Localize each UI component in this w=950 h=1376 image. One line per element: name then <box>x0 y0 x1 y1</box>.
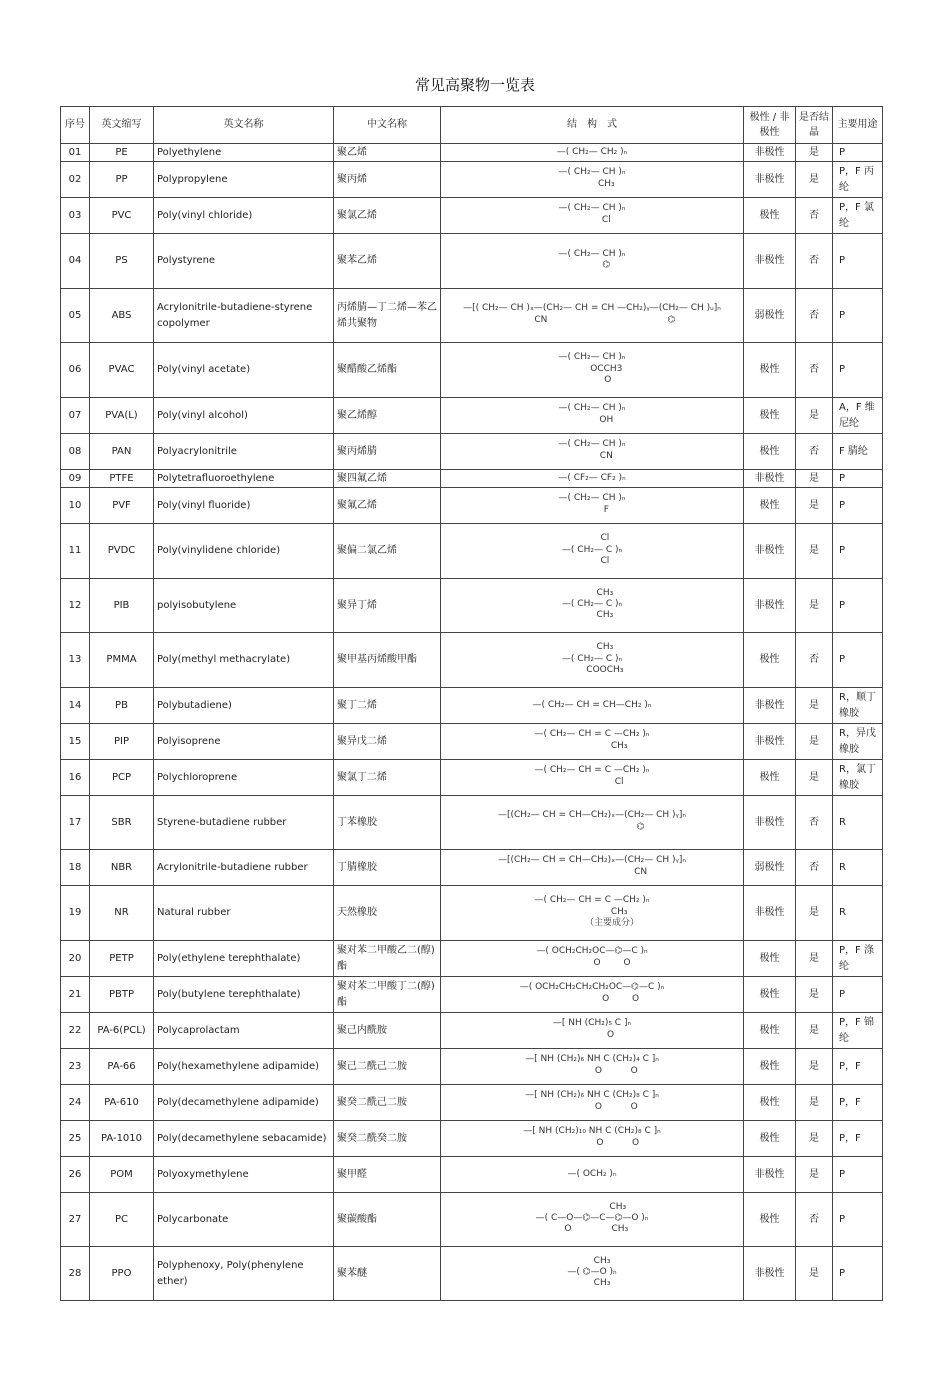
row-abbr: PS <box>90 234 154 289</box>
table-row <box>61 579 883 633</box>
structure-formula: —( OCH₂CH₂OC—⌬—C )ₙ O O <box>536 946 648 968</box>
table-row <box>61 398 883 434</box>
row-structure <box>441 398 744 434</box>
row-structure <box>441 850 744 886</box>
row-en-name: polyisobutylene <box>154 579 334 633</box>
table-row <box>61 144 883 162</box>
row-no: 05 <box>61 289 90 343</box>
row-crystal: 是 <box>796 941 833 977</box>
row-no: 28 <box>61 1247 90 1301</box>
row-zh-name: 聚己内酰胺 <box>334 1013 441 1049</box>
row-zh-name: 聚对苯二甲酸丁二(醇)酯 <box>334 977 441 1013</box>
row-en-name: Polystyrene <box>154 234 334 289</box>
table-row <box>61 850 883 886</box>
row-polarity: 极性 <box>744 1013 796 1049</box>
structure-formula: Cl —( CH₂— C )ₙ Cl <box>561 533 623 566</box>
row-use: P，F <box>833 1121 883 1157</box>
row-use: P，F <box>833 1085 883 1121</box>
row-zh-name: 聚丁二烯 <box>334 688 441 724</box>
row-crystal: 否 <box>796 633 833 688</box>
row-zh-name: 天然橡胶 <box>334 886 441 941</box>
row-polarity: 非极性 <box>744 470 796 488</box>
row-zh-name: 聚乙烯 <box>334 144 441 162</box>
row-use: P <box>833 234 883 289</box>
row-abbr: PIP <box>90 724 154 760</box>
header-row <box>61 107 883 144</box>
row-structure <box>441 1013 744 1049</box>
row-no: 07 <box>61 398 90 434</box>
row-en-name: Poly(vinyl chloride) <box>154 198 334 234</box>
row-polarity: 非极性 <box>744 1157 796 1193</box>
table-row <box>61 524 883 579</box>
row-use: P，F <box>833 1049 883 1085</box>
row-structure <box>441 688 744 724</box>
row-structure <box>441 977 744 1013</box>
row-structure <box>441 796 744 850</box>
row-abbr: POM <box>90 1157 154 1193</box>
row-no: 21 <box>61 977 90 1013</box>
row-polarity: 极性 <box>744 198 796 234</box>
row-use: P <box>833 289 883 343</box>
row-crystal: 否 <box>796 1193 833 1247</box>
table-row <box>61 1193 883 1247</box>
row-en-name: Poly(ethylene terephthalate) <box>154 941 334 977</box>
structure-formula: —[(CH₂— CH = CH—CH₂)ₓ—(CH₂— CH )ᵧ]ₙ ⌬ <box>498 810 686 832</box>
row-structure <box>441 724 744 760</box>
structure-formula: —[ NH (CH₂)₆ NH C (CH₂)₄ C ]ₙ O O <box>525 1054 659 1076</box>
row-structure <box>441 289 744 343</box>
row-crystal: 是 <box>796 470 833 488</box>
structure-formula: —( CH₂— CH = C —CH₂ )ₙ Cl <box>534 765 650 787</box>
row-no: 26 <box>61 1157 90 1193</box>
row-crystal: 是 <box>796 398 833 434</box>
polymer-table <box>60 106 883 1301</box>
row-structure <box>441 434 744 470</box>
row-use: P <box>833 1247 883 1301</box>
table-row <box>61 1247 883 1301</box>
structure-formula: CH₃ —( CH₂— C )ₙ COOCH₃ <box>561 642 624 675</box>
row-crystal: 是 <box>796 724 833 760</box>
row-en-name: Acrylonitrile-butadiene rubber <box>154 850 334 886</box>
structure-formula: —[( CH₂— CH )ₓ—(CH₂— CH = CH —CH₂)ᵧ—(CH₂— CH )ᵤ]ₙ CN ⌬ <box>463 303 721 325</box>
row-crystal: 是 <box>796 760 833 796</box>
row-abbr: PVDC <box>90 524 154 579</box>
header-no: 序号 <box>61 107 90 144</box>
row-use: R <box>833 850 883 886</box>
row-crystal: 是 <box>796 1085 833 1121</box>
row-zh-name: 聚四氟乙烯 <box>334 470 441 488</box>
table-row <box>61 886 883 941</box>
row-crystal: 是 <box>796 1049 833 1085</box>
row-structure <box>441 144 744 162</box>
row-no: 08 <box>61 434 90 470</box>
row-no: 04 <box>61 234 90 289</box>
row-polarity: 非极性 <box>744 234 796 289</box>
row-no: 24 <box>61 1085 90 1121</box>
row-abbr: PA-66 <box>90 1049 154 1085</box>
row-polarity: 非极性 <box>744 796 796 850</box>
structure-formula: —( CH₂— CH = CH—CH₂ )ₙ <box>532 699 652 710</box>
row-polarity: 非极性 <box>744 724 796 760</box>
row-structure <box>441 886 744 941</box>
row-zh-name: 聚甲醛 <box>334 1157 441 1193</box>
row-zh-name: 聚丙烯 <box>334 162 441 198</box>
row-use: P <box>833 343 883 398</box>
row-zh-name: 聚苯乙烯 <box>334 234 441 289</box>
row-use: R，氯丁橡胶 <box>833 760 883 796</box>
page-title: 常见高聚物一览表 <box>414 76 535 94</box>
row-structure <box>441 343 744 398</box>
row-structure <box>441 1049 744 1085</box>
row-abbr: PA-610 <box>90 1085 154 1121</box>
row-en-name: Polychloroprene <box>154 760 334 796</box>
row-polarity: 非极性 <box>744 162 796 198</box>
row-no: 19 <box>61 886 90 941</box>
row-use: R <box>833 796 883 850</box>
table-row <box>61 724 883 760</box>
row-en-name: Polycarbonate <box>154 1193 334 1247</box>
row-crystal: 是 <box>796 886 833 941</box>
row-structure <box>441 234 744 289</box>
row-en-name: Poly(vinyl fluoride) <box>154 488 334 524</box>
row-en-name: Polyphenoxy, Poly(phenylene ether) <box>154 1247 334 1301</box>
table-row <box>61 633 883 688</box>
row-zh-name: 聚癸二酰己二胺 <box>334 1085 441 1121</box>
table-row <box>61 796 883 850</box>
row-zh-name: 聚氟乙烯 <box>334 488 441 524</box>
row-structure <box>441 198 744 234</box>
row-no: 01 <box>61 144 90 162</box>
row-polarity: 极性 <box>744 977 796 1013</box>
row-zh-name: 丁苯橡胶 <box>334 796 441 850</box>
structure-formula: —( CH₂— CH₂ )ₙ <box>556 146 628 157</box>
table-row <box>61 289 883 343</box>
table-row <box>61 434 883 470</box>
row-abbr: PAN <box>90 434 154 470</box>
row-no: 02 <box>61 162 90 198</box>
structure-formula: —( CH₂— CH )ₙ Cl <box>558 203 626 225</box>
row-use: P <box>833 1193 883 1247</box>
row-en-name: Poly(butylene terephthalate) <box>154 977 334 1013</box>
row-use: P <box>833 977 883 1013</box>
row-use: P <box>833 488 883 524</box>
row-polarity: 弱极性 <box>744 289 796 343</box>
row-abbr: PIB <box>90 579 154 633</box>
structure-formula: —( OCH₂ )ₙ <box>567 1168 617 1179</box>
row-en-name: Poly(methyl methacrylate) <box>154 633 334 688</box>
row-polarity: 极性 <box>744 1193 796 1247</box>
row-abbr: ABS <box>90 289 154 343</box>
row-structure <box>441 1085 744 1121</box>
row-no: 11 <box>61 524 90 579</box>
row-structure <box>441 760 744 796</box>
table-row <box>61 1085 883 1121</box>
row-en-name: Polybutadiene) <box>154 688 334 724</box>
header-structure: 结 构 式 <box>441 107 744 144</box>
structure-formula: —( CH₂— CH )ₙ CN <box>558 439 626 461</box>
row-no: 23 <box>61 1049 90 1085</box>
row-use: P <box>833 144 883 162</box>
row-zh-name: 聚碳酸酯 <box>334 1193 441 1247</box>
row-zh-name: 聚甲基丙烯酸甲酯 <box>334 633 441 688</box>
row-en-name: Polypropylene <box>154 162 334 198</box>
row-crystal: 是 <box>796 1121 833 1157</box>
table-row <box>61 470 883 488</box>
row-no: 13 <box>61 633 90 688</box>
row-abbr: PMMA <box>90 633 154 688</box>
row-no: 16 <box>61 760 90 796</box>
row-zh-name: 丁腈橡胶 <box>334 850 441 886</box>
row-crystal: 是 <box>796 1157 833 1193</box>
row-crystal: 否 <box>796 850 833 886</box>
structure-formula: —( CH₂— CH )ₙ ⌬ <box>558 248 626 271</box>
row-en-name: Polyisoprene <box>154 724 334 760</box>
table-row <box>61 760 883 796</box>
row-use: R，顺丁橡胶 <box>833 688 883 724</box>
row-no: 15 <box>61 724 90 760</box>
row-no: 06 <box>61 343 90 398</box>
row-zh-name: 聚癸二酰癸二胺 <box>334 1121 441 1157</box>
row-structure <box>441 1247 744 1301</box>
structure-formula: —[ NH (CH₂)₁₀ NH C (CH₂)₈ C ]ₙ O O <box>523 1126 661 1148</box>
row-crystal: 是 <box>796 977 833 1013</box>
row-en-name: Poly(vinyl acetate) <box>154 343 334 398</box>
table-row <box>61 198 883 234</box>
row-no: 14 <box>61 688 90 724</box>
table-row <box>61 1157 883 1193</box>
table-row <box>61 688 883 724</box>
row-crystal: 是 <box>796 1013 833 1049</box>
row-polarity: 非极性 <box>744 579 796 633</box>
table-row <box>61 977 883 1013</box>
row-no: 20 <box>61 941 90 977</box>
row-polarity: 极性 <box>744 488 796 524</box>
row-abbr: PA-1010 <box>90 1121 154 1157</box>
table-row <box>61 1121 883 1157</box>
table-row <box>61 343 883 398</box>
header-use: 主要用途 <box>833 107 883 144</box>
row-polarity: 极性 <box>744 398 796 434</box>
row-no: 10 <box>61 488 90 524</box>
row-en-name: Polyoxymethylene <box>154 1157 334 1193</box>
row-abbr: NR <box>90 886 154 941</box>
structure-formula: —[ NH (CH₂)₆ NH C (CH₂)₈ C ]ₙ O O <box>525 1090 659 1112</box>
structure-formula: —( CH₂— CH )ₙ OH <box>558 403 626 425</box>
row-abbr: PVAC <box>90 343 154 398</box>
row-zh-name: 聚氯丁二烯 <box>334 760 441 796</box>
row-use: R <box>833 886 883 941</box>
header-polarity: 极性 / 非极性 <box>744 107 796 144</box>
row-abbr: PC <box>90 1193 154 1247</box>
row-abbr: PPO <box>90 1247 154 1301</box>
row-abbr: PETP <box>90 941 154 977</box>
structure-formula: CH₃ —( ⌬—O )ₙ CH₃ <box>567 1255 617 1289</box>
row-no: 25 <box>61 1121 90 1157</box>
table-row <box>61 941 883 977</box>
row-structure <box>441 162 744 198</box>
row-crystal: 是 <box>796 1247 833 1301</box>
row-abbr: PVC <box>90 198 154 234</box>
row-en-name: Polycaprolactam <box>154 1013 334 1049</box>
row-zh-name: 聚异丁烯 <box>334 579 441 633</box>
row-use: P <box>833 633 883 688</box>
structure-formula: —[(CH₂— CH = CH—CH₂)ₓ—(CH₂— CH )ᵧ]ₙ CN <box>498 855 686 877</box>
row-crystal: 否 <box>796 796 833 850</box>
row-zh-name: 聚氯乙烯 <box>334 198 441 234</box>
row-abbr: PCP <box>90 760 154 796</box>
row-zh-name: 聚乙烯醇 <box>334 398 441 434</box>
row-crystal: 是 <box>796 579 833 633</box>
structure-formula: —( CH₂— CH = C —CH₂ )ₙ CH₃ <box>534 729 650 751</box>
header-en-name: 英文名称 <box>154 107 334 144</box>
row-use: P，F 涤纶 <box>833 941 883 977</box>
row-use: P，F 氯纶 <box>833 198 883 234</box>
row-en-name: Poly(hexamethylene adipamide) <box>154 1049 334 1085</box>
structure-formula: —[ NH (CH₂)₅ C ]ₙ O <box>552 1018 632 1040</box>
row-polarity: 极性 <box>744 760 796 796</box>
row-polarity: 极性 <box>744 633 796 688</box>
row-structure <box>441 524 744 579</box>
row-use: A，F 维尼纶 <box>833 398 883 434</box>
row-use: P <box>833 1157 883 1193</box>
row-structure <box>441 1121 744 1157</box>
row-zh-name: 聚己二酰己二胺 <box>334 1049 441 1085</box>
structure-formula: —( CH₂— CH )ₙ OCCH3 O <box>558 352 626 385</box>
row-zh-name: 聚偏二氯乙烯 <box>334 524 441 579</box>
row-structure <box>441 941 744 977</box>
row-crystal: 是 <box>796 688 833 724</box>
row-zh-name: 聚醋酸乙烯酯 <box>334 343 441 398</box>
row-abbr: PP <box>90 162 154 198</box>
row-no: 27 <box>61 1193 90 1247</box>
row-en-name: Polyacrylonitrile <box>154 434 334 470</box>
row-polarity: 极性 <box>744 1049 796 1085</box>
row-no: 18 <box>61 850 90 886</box>
row-use: P，F 锦纶 <box>833 1013 883 1049</box>
row-use: P <box>833 470 883 488</box>
row-use: P，F 丙纶 <box>833 162 883 198</box>
row-polarity: 弱极性 <box>744 850 796 886</box>
row-polarity: 极性 <box>744 1121 796 1157</box>
structure-formula: —( CH₂— CH )ₙ CH₃ <box>558 167 626 189</box>
header-abbr: 英文缩写 <box>90 107 154 144</box>
row-structure <box>441 633 744 688</box>
row-crystal: 是 <box>796 488 833 524</box>
row-structure <box>441 1193 744 1247</box>
row-polarity: 非极性 <box>744 1247 796 1301</box>
row-crystal: 否 <box>796 343 833 398</box>
header-crystal: 是否结晶 <box>796 107 833 144</box>
row-use: F 腈纶 <box>833 434 883 470</box>
header-zh-name: 中文名称 <box>334 107 441 144</box>
structure-formula: CH₃ —( C—O—⌬—C—⌬—O )ₙ O CH₃ <box>535 1201 649 1235</box>
row-polarity: 非极性 <box>744 688 796 724</box>
row-abbr: SBR <box>90 796 154 850</box>
row-zh-name: 丙烯腈—丁二烯—苯乙烯共聚物 <box>334 289 441 343</box>
row-use: R，异戊橡胶 <box>833 724 883 760</box>
row-en-name: Styrene-butadiene rubber <box>154 796 334 850</box>
row-no: 03 <box>61 198 90 234</box>
table-row <box>61 234 883 289</box>
row-crystal: 否 <box>796 434 833 470</box>
row-no: 17 <box>61 796 90 850</box>
row-abbr: PB <box>90 688 154 724</box>
row-en-name: Polyethylene <box>154 144 334 162</box>
row-en-name: Natural rubber <box>154 886 334 941</box>
structure-formula: —( CH₂— CH )ₙ F <box>558 493 626 515</box>
row-en-name: Polytetrafluoroethylene <box>154 470 334 488</box>
row-crystal: 否 <box>796 289 833 343</box>
row-zh-name: 聚对苯二甲酸乙二(醇)酯 <box>334 941 441 977</box>
table-row <box>61 1049 883 1085</box>
row-polarity: 极性 <box>744 434 796 470</box>
row-abbr: PTFE <box>90 470 154 488</box>
row-abbr: PA-6(PCL) <box>90 1013 154 1049</box>
structure-formula: —( OCH₂CH₂CH₂CH₂OC—⌬—C )ₙ O O <box>519 982 665 1004</box>
row-use: P <box>833 579 883 633</box>
structure-formula: —( CF₂— CF₂ )ₙ <box>558 472 626 483</box>
table-row <box>61 162 883 198</box>
row-zh-name: 聚异戊二烯 <box>334 724 441 760</box>
row-no: 09 <box>61 470 90 488</box>
row-crystal: 是 <box>796 162 833 198</box>
row-abbr: PVA(L) <box>90 398 154 434</box>
row-en-name: Acrylonitrile-butadiene-styrene copolymer <box>154 289 334 343</box>
row-structure <box>441 579 744 633</box>
row-abbr: PE <box>90 144 154 162</box>
row-structure <box>441 488 744 524</box>
row-abbr: PVF <box>90 488 154 524</box>
row-abbr: NBR <box>90 850 154 886</box>
row-no: 22 <box>61 1013 90 1049</box>
row-en-name: Poly(vinylidene chloride) <box>154 524 334 579</box>
row-en-name: Poly(decamethylene sebacamide) <box>154 1121 334 1157</box>
row-zh-name: 聚苯醚 <box>334 1247 441 1301</box>
row-crystal: 否 <box>796 198 833 234</box>
row-use: P <box>833 524 883 579</box>
row-structure <box>441 1157 744 1193</box>
row-no: 12 <box>61 579 90 633</box>
structure-formula: CH₃ —( CH₂— C )ₙ CH₃ <box>561 587 623 621</box>
row-polarity: 极性 <box>744 1085 796 1121</box>
table-row <box>61 1013 883 1049</box>
table-row <box>61 488 883 524</box>
row-polarity: 极性 <box>744 941 796 977</box>
row-polarity: 非极性 <box>744 524 796 579</box>
row-en-name: Poly(decamethylene adipamide) <box>154 1085 334 1121</box>
row-abbr: PBTP <box>90 977 154 1013</box>
row-crystal: 是 <box>796 144 833 162</box>
row-en-name: Poly(vinyl alcohol) <box>154 398 334 434</box>
row-structure <box>441 470 744 488</box>
row-crystal: 否 <box>796 234 833 289</box>
row-zh-name: 聚丙烯腈 <box>334 434 441 470</box>
row-crystal: 是 <box>796 524 833 579</box>
row-polarity: 非极性 <box>744 144 796 162</box>
row-polarity: 非极性 <box>744 886 796 941</box>
structure-formula: —( CH₂— CH = C —CH₂ )ₙ CH₃ （主要成分） <box>534 895 650 928</box>
row-polarity: 极性 <box>744 343 796 398</box>
